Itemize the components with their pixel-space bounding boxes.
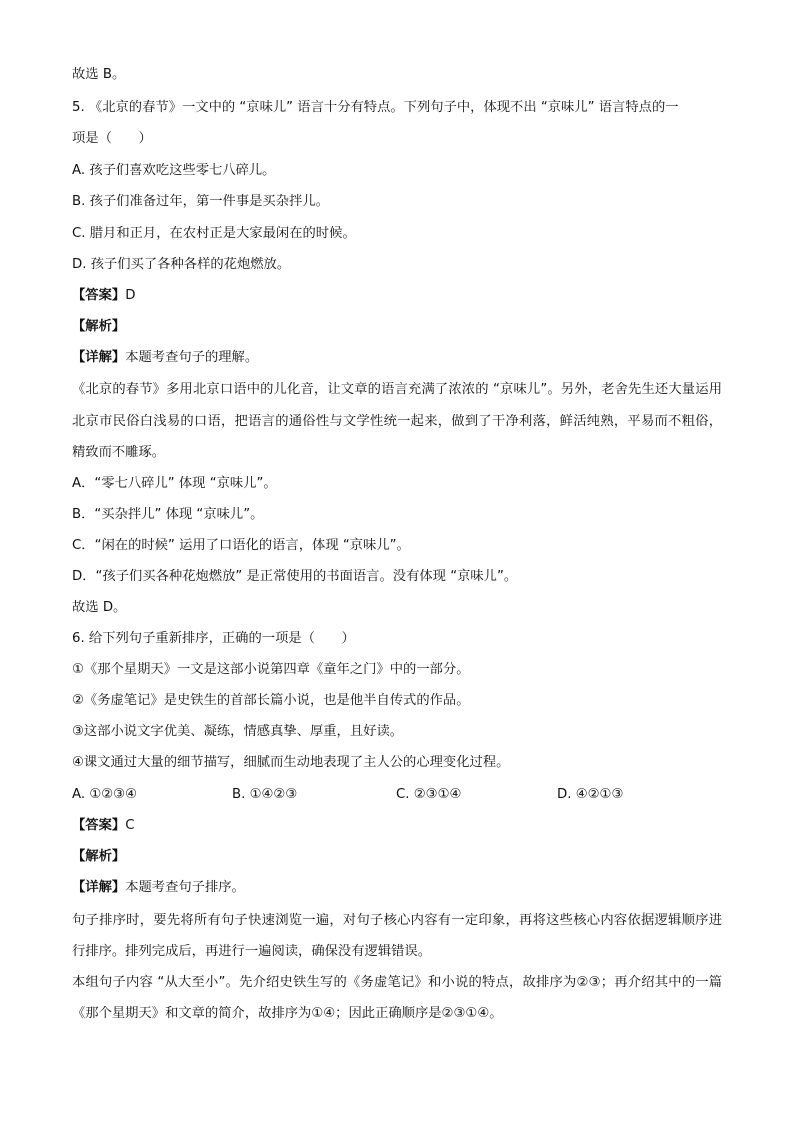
- q5-explanation: 《北京的春节》多用北京口语中的儿化音，让文章的语言充满了浓浓的 “京味儿”。另外，老舍先生还大量运用北京市民俗白浅易的口语，把语言的通俗性与文学性统一起来，做到了干净利落，鲜活纯熟，平易而不粗俗，精致而不雕琢。: [72, 382, 722, 460]
- q5-option-b: B. 孩子们准备过年，第一件事是买杂拌儿。: [72, 194, 329, 209]
- q6-option-c: C. ②③①④: [396, 787, 462, 802]
- q6-detail: [72, 879, 722, 897]
- q5-point-a: A．“零七八碎儿” 体现 “京味儿”。: [72, 476, 277, 491]
- q5-analysis-tag: 【解析】: [72, 319, 126, 334]
- q6-method: 句子排序时，要先将所有句子快速浏览一遍，对句子核心内容有一定印象，再将这些核心内容依据逻辑顺序进行排序。排列完成后，再进行一遍阅读，确保没有逻辑错误。: [72, 913, 722, 959]
- q5-detail-tag: 【详解】: [72, 350, 126, 365]
- q5-answer: [72, 287, 722, 305]
- q5-conclusion: 故选 D。: [72, 600, 127, 615]
- q6-stem: 6. 给下列句子重新排序，正确的一项是（ ）: [72, 631, 355, 646]
- q5-answer-tag: 【答案】: [72, 288, 126, 303]
- q5-option-d: D. 孩子们买了各种各样的花炮燃放。: [72, 257, 291, 272]
- q5-point-c: C．“闲在的时候” 运用了口语化的语言，体现 “京味儿”。: [72, 538, 410, 553]
- q5-detail: [72, 349, 722, 367]
- q6-sentence-1: ①《那个星期天》一文是这部小说第四章《童年之门》中的一部分。: [72, 662, 470, 677]
- q6-analysis-tag: 【解析】: [72, 849, 126, 864]
- q4-conclusion: 故选 B。: [72, 67, 126, 82]
- q6-sentence-4: ④课文通过大量的细节描写，细腻而生动地表现了主人公的心理变化过程。: [72, 755, 510, 770]
- q6-detail-text: 本题考查句子排序。: [125, 880, 245, 895]
- q6-answer: [72, 817, 722, 835]
- q5-option-a: A. 孩子们喜欢吃这些零七八碎儿。: [72, 163, 276, 178]
- q5-stem-line-1: 5. 《北京的春节》一文中的 “京味儿” 语言十分有特点。下列句子中，体现不出 “京味儿” 语言特点的一: [72, 100, 679, 115]
- q6-option-d: D. ④②①③: [557, 787, 624, 802]
- q6-answer-tag: 【答案】: [72, 818, 126, 833]
- q6-option-b: B. ①④②③: [232, 787, 298, 802]
- q5-option-c: C. 腊月和正月，在农村正是大家最闲在的时候。: [72, 226, 356, 241]
- q5-stem-line-2: 项是（ ）: [72, 131, 152, 146]
- q5-detail-text: 本题考查句子的理解。: [125, 350, 259, 365]
- q5-answer-value: D: [125, 288, 136, 303]
- q6-detail-tag: 【详解】: [72, 880, 126, 895]
- q6-sentence-2: ②《务虚笔记》是史铁生的首部长篇小说，也是他半自传式的作品。: [72, 693, 470, 708]
- q5-point-d: D．“孩子们买各种花炮燃放” 是正常使用的书面语言。没有体现 “京味儿”。: [72, 569, 518, 584]
- q6-reasoning: 本组句子内容 “从大至小”。先介绍史铁生写的《务虚笔记》和小说的特点，故排序为②③；再介绍其中的一篇《那个星期天》和文章的简介，故排序为①④；因此正确顺序是②③①④。: [72, 975, 722, 1021]
- q6-option-a: A. ①②③④: [72, 787, 137, 802]
- q6-sentence-3: ③这部小说文字优美、凝练，情感真挚、厚重，且好读。: [72, 724, 404, 739]
- q6-answer-value: C: [125, 818, 135, 833]
- q5-point-b: B．“买杂拌儿” 体现 “京味儿”。: [72, 507, 264, 522]
